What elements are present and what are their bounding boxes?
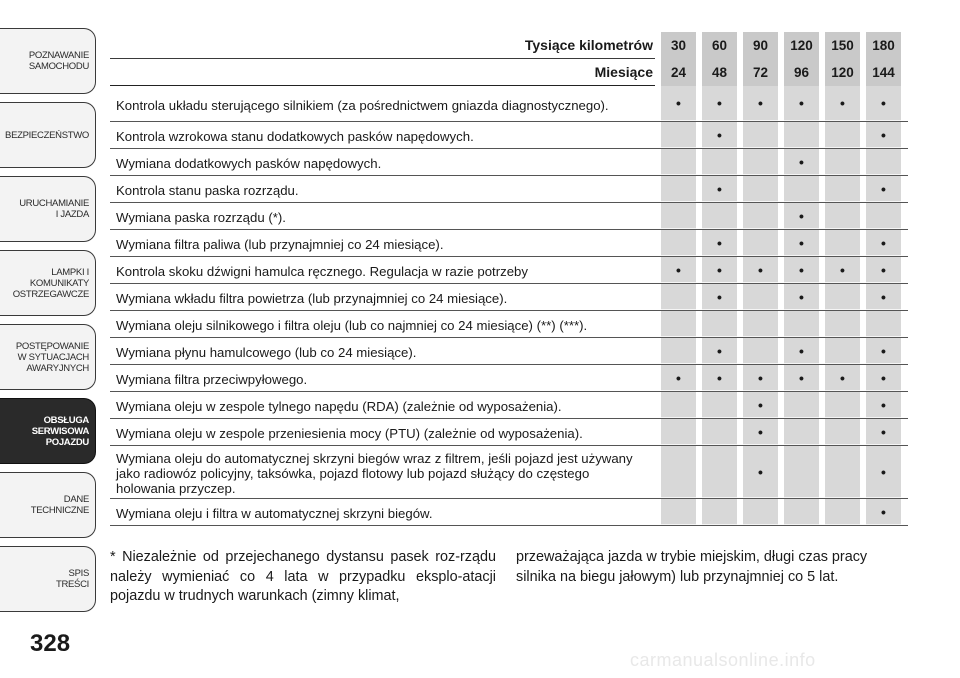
service-required-mark: • <box>717 369 722 386</box>
watermark: carmanualsonline.info <box>630 650 816 670</box>
service-item-description: Kontrola wzrokowa stanu dodatkowych pasków napędowych. <box>116 129 474 144</box>
service-required-mark: • <box>717 288 722 305</box>
service-required-mark: • <box>840 261 845 278</box>
table-row <box>110 122 908 149</box>
interval-cell <box>825 176 860 202</box>
interval-cell <box>784 257 819 283</box>
service-required-mark: • <box>881 126 886 143</box>
interval-cell <box>702 257 737 283</box>
interval-cell <box>825 419 860 445</box>
service-required-mark: • <box>758 369 763 386</box>
interval-cell <box>743 338 778 364</box>
service-required-mark: • <box>717 126 722 143</box>
interval-cell <box>702 86 737 121</box>
service-item-description: Wymiana wkładu filtra powietrza (lub przynajmniej co 24 miesiące). <box>116 291 508 306</box>
service-required-mark: • <box>881 342 886 359</box>
table-row <box>110 311 908 338</box>
service-item-description: Wymiana oleju silnikowego i filtra oleju (lub co najmniej co 24 miesiące) (**) (***). <box>116 318 588 333</box>
chapter-tab[interactable]: BEZPIECZEŃSTWO <box>0 102 96 168</box>
interval-cell <box>743 257 778 283</box>
service-required-mark: • <box>717 234 722 251</box>
interval-cell <box>784 419 819 445</box>
service-required-mark: • <box>758 396 763 413</box>
interval-cell <box>784 86 819 121</box>
interval-cell <box>702 419 737 445</box>
interval-cell <box>661 392 696 418</box>
interval-cell <box>743 284 778 310</box>
interval-cell <box>784 392 819 418</box>
service-item-description: Wymiana dodatkowych pasków napędowych. <box>116 156 382 171</box>
interval-header-cell: 144 <box>866 59 901 86</box>
service-required-mark: • <box>881 234 886 251</box>
service-required-mark: • <box>717 342 722 359</box>
service-item-description: Wymiana oleju do automatycznej skrzyni biegów wraz z filtrem, jeśli pojazd jest używany jako radiowóz policyjny, taksówka, pojazd flotowy lub pojazd służący do częstego holowania przyczep. <box>116 451 633 496</box>
interval-cell <box>825 365 860 391</box>
chapter-tab[interactable]: POZNAWANIE SAMOCHODU <box>0 28 96 94</box>
header-row-km <box>110 32 908 59</box>
service-required-mark: • <box>881 261 886 278</box>
interval-cell <box>702 149 737 175</box>
service-required-mark: • <box>758 261 763 278</box>
interval-cell <box>784 230 819 256</box>
service-required-mark: • <box>881 95 886 111</box>
interval-cell <box>661 257 696 283</box>
service-required-mark: • <box>799 261 804 278</box>
interval-cell <box>825 446 860 498</box>
interval-cell <box>825 122 860 148</box>
table-row <box>110 499 908 526</box>
interval-cell <box>743 176 778 202</box>
interval-cell <box>661 365 696 391</box>
table-row <box>110 86 908 122</box>
service-required-mark: • <box>881 463 886 480</box>
service-required-mark: • <box>881 180 886 197</box>
interval-cell <box>866 419 901 445</box>
interval-cell <box>825 284 860 310</box>
table-row <box>110 284 908 311</box>
interval-cell <box>866 392 901 418</box>
interval-cell <box>661 499 696 525</box>
header-row-months <box>110 59 908 86</box>
service-required-mark: • <box>881 288 886 305</box>
service-required-mark: • <box>799 234 804 251</box>
interval-header-cell: 120 <box>825 59 860 86</box>
service-required-mark: • <box>799 207 804 224</box>
interval-cell <box>784 499 819 525</box>
interval-cell <box>702 365 737 391</box>
service-required-mark: • <box>840 95 845 111</box>
interval-header-cell: 96 <box>784 59 819 86</box>
chapter-tab[interactable]: URUCHAMIANIE I JAZDA <box>0 176 96 242</box>
table-body <box>110 86 908 526</box>
interval-cell <box>866 446 901 498</box>
interval-cell <box>825 257 860 283</box>
interval-cell <box>866 257 901 283</box>
service-required-mark: • <box>676 261 681 278</box>
service-required-mark: • <box>717 95 722 111</box>
interval-cell <box>743 392 778 418</box>
interval-cell <box>825 311 860 337</box>
service-item-description: Kontrola skoku dźwigni hamulca ręcznego. Regulacja w razie potrzeby <box>116 264 528 279</box>
service-required-mark: • <box>758 463 763 480</box>
month-columns <box>655 59 901 86</box>
service-item-description: Wymiana płynu hamulcowego (lub co 24 miesiące). <box>116 345 417 360</box>
table-row <box>110 257 908 284</box>
interval-cell <box>743 230 778 256</box>
interval-cell <box>743 499 778 525</box>
interval-header-cell: 48 <box>702 59 737 86</box>
interval-cell <box>825 338 860 364</box>
chapter-tab[interactable]: OBSŁUGA SERWISOWA POJAZDU <box>0 398 96 464</box>
chapter-tab[interactable]: POSTĘPOWANIE W SYTUACJACH AWARYJNYCH <box>0 324 96 390</box>
service-item-description: Wymiana paska rozrządu (*). <box>116 210 286 225</box>
km-columns <box>655 32 901 59</box>
interval-cell <box>866 365 901 391</box>
interval-cell <box>825 230 860 256</box>
interval-cell <box>866 311 901 337</box>
service-required-mark: • <box>799 95 804 111</box>
interval-header-cell: 60 <box>702 32 737 59</box>
interval-cell <box>743 365 778 391</box>
service-required-mark: • <box>676 369 681 386</box>
interval-cell <box>825 86 860 121</box>
interval-cell <box>866 149 901 175</box>
table-row <box>110 203 908 230</box>
interval-cell <box>661 311 696 337</box>
interval-cell <box>825 203 860 229</box>
interval-cell <box>866 122 901 148</box>
interval-cell <box>825 149 860 175</box>
interval-cell <box>825 392 860 418</box>
interval-cell <box>702 176 737 202</box>
service-item-description: Kontrola stanu paska rozrządu. <box>116 183 299 198</box>
chapter-tab[interactable]: DANE TECHNICZNE <box>0 472 96 538</box>
interval-cell <box>661 230 696 256</box>
service-required-mark: • <box>881 423 886 440</box>
interval-cell <box>661 419 696 445</box>
interval-cell <box>866 499 901 525</box>
service-required-mark: • <box>881 369 886 386</box>
footnote-left: * Niezależnie od przejechanego dystansu pasek roz-rządu należy wymieniać co 4 lata w przypadku eksplo-atacji pojazdu w trudnych warunkach (zimny klimat, <box>110 549 496 604</box>
service-item-description: Wymiana oleju i filtra w automatycznej skrzyni biegów. <box>116 506 433 521</box>
service-required-mark: • <box>717 180 722 197</box>
interval-cell <box>702 338 737 364</box>
interval-cell <box>702 284 737 310</box>
interval-header-cell: 120 <box>784 32 819 59</box>
interval-cell <box>702 203 737 229</box>
interval-cell <box>866 284 901 310</box>
interval-cell <box>743 122 778 148</box>
interval-cell <box>784 365 819 391</box>
interval-cell <box>784 338 819 364</box>
chapter-tab[interactable]: LAMPKI I KOMUNIKATY OSTRZEGAWCZE <box>0 250 96 316</box>
interval-cell <box>784 149 819 175</box>
header-months-label: Miesiące <box>594 64 653 80</box>
table-row <box>110 392 908 419</box>
service-required-mark: • <box>717 261 722 278</box>
page-number: 328 <box>30 630 71 657</box>
table-row <box>110 338 908 365</box>
interval-header-cell: 180 <box>866 32 901 59</box>
interval-header-cell: 150 <box>825 32 860 59</box>
service-item-description: Wymiana oleju w zespole przeniesienia mocy (PTU) (zależnie od wyposażenia). <box>116 426 583 441</box>
maintenance-schedule-table <box>110 32 908 526</box>
interval-cell <box>661 446 696 498</box>
interval-cell <box>866 338 901 364</box>
service-required-mark: • <box>758 423 763 440</box>
interval-cell <box>866 203 901 229</box>
interval-cell <box>825 499 860 525</box>
service-item-description: Wymiana filtra przeciwpyłowego. <box>116 372 308 387</box>
interval-header-cell: 24 <box>661 59 696 86</box>
interval-cell <box>661 122 696 148</box>
table-row <box>110 419 908 446</box>
interval-cell <box>784 122 819 148</box>
chapter-tab[interactable]: SPIS TREŚCI <box>0 546 96 612</box>
interval-cell <box>743 149 778 175</box>
service-required-mark: • <box>881 503 886 520</box>
interval-cell <box>702 311 737 337</box>
service-required-mark: • <box>799 369 804 386</box>
interval-cell <box>702 446 737 498</box>
service-required-mark: • <box>758 95 763 111</box>
interval-cell <box>661 149 696 175</box>
interval-cell <box>661 203 696 229</box>
interval-cell <box>866 86 901 121</box>
interval-cell <box>702 499 737 525</box>
table-row <box>110 176 908 203</box>
interval-cell <box>702 122 737 148</box>
interval-cell <box>743 86 778 121</box>
table-row <box>110 446 908 499</box>
header-km-label: Tysiące kilometrów <box>524 37 653 53</box>
interval-cell <box>702 392 737 418</box>
interval-cell <box>784 446 819 498</box>
interval-cell <box>661 86 696 121</box>
interval-cell <box>784 203 819 229</box>
service-required-mark: • <box>676 95 681 111</box>
interval-cell <box>743 446 778 498</box>
service-required-mark: • <box>881 396 886 413</box>
interval-cell <box>866 230 901 256</box>
table-row <box>110 149 908 176</box>
service-required-mark: • <box>840 369 845 386</box>
interval-cell <box>784 311 819 337</box>
table-row <box>110 365 908 392</box>
interval-header-cell: 30 <box>661 32 696 59</box>
interval-cell <box>661 284 696 310</box>
interval-cell <box>866 176 901 202</box>
interval-header-cell: 72 <box>743 59 778 86</box>
interval-cell <box>743 419 778 445</box>
interval-cell <box>661 338 696 364</box>
table-row <box>110 230 908 257</box>
interval-cell <box>702 230 737 256</box>
service-item-description: Wymiana filtra paliwa (lub przynajmniej co 24 miesiące). <box>116 237 444 252</box>
service-required-mark: • <box>799 288 804 305</box>
interval-cell <box>743 203 778 229</box>
service-required-mark: • <box>799 153 804 170</box>
service-item-description: Wymiana oleju w zespole tylnego napędu (RDA) (zależnie od wyposażenia). <box>116 399 562 414</box>
service-item-description: Kontrola układu sterującego silnikiem (za pośrednictwem gniazda diagnostycznego). <box>116 97 609 113</box>
interval-cell <box>784 284 819 310</box>
interval-cell <box>743 311 778 337</box>
interval-header-cell: 90 <box>743 32 778 59</box>
interval-cell <box>661 176 696 202</box>
service-required-mark: • <box>799 342 804 359</box>
footnote-right: przeważająca jazda w trybie miejskim, długi czas pracy silnika na biegu jałowym) lub przynajmniej co 5 lat. <box>516 549 868 585</box>
interval-cell <box>784 176 819 202</box>
